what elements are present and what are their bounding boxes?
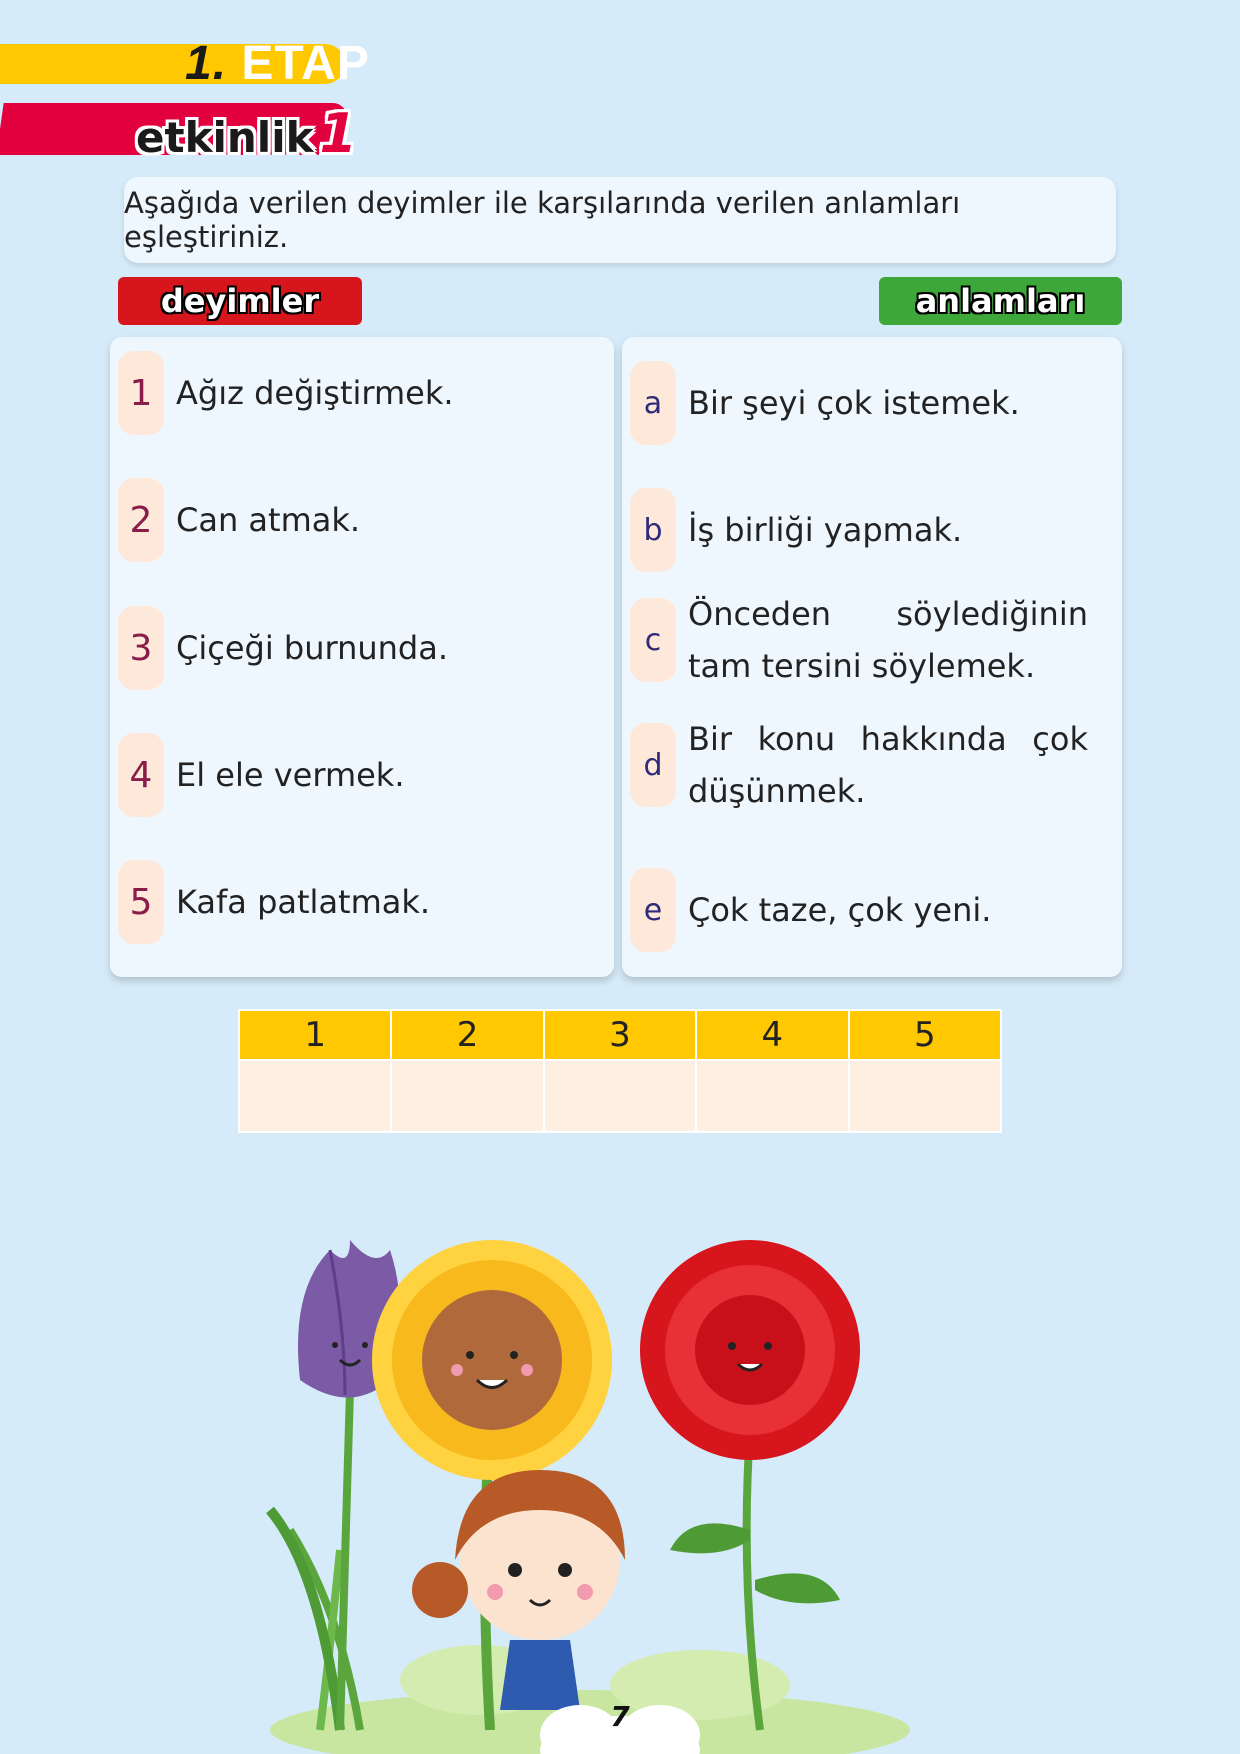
deyim-item-3 — [118, 606, 448, 690]
answer-cell-4[interactable] — [696, 1060, 848, 1132]
anlam-letter: a — [630, 361, 676, 445]
anlam-letter: d — [630, 723, 676, 807]
anlamlar-label: anlamları — [879, 277, 1122, 325]
etkinlik-title — [136, 102, 357, 165]
deyim-text: Ağız değiştirmek. — [176, 374, 454, 412]
deyimler-panel — [110, 337, 614, 977]
deyim-item-2 — [118, 478, 360, 562]
etap-title — [185, 36, 370, 91]
anlam-letter: c — [630, 598, 676, 682]
etkinlik-number: 1 — [319, 102, 358, 165]
anlam-item-b — [630, 488, 1088, 572]
deyim-number: 2 — [118, 478, 164, 562]
deyimler-label: deyimler — [118, 277, 362, 325]
answer-cell-2[interactable] — [391, 1060, 543, 1132]
page-number: 7 — [610, 1700, 630, 1733]
deyim-text: Can atmak. — [176, 501, 361, 539]
anlam-item-d — [630, 713, 1088, 817]
anlam-text: Önceden söylediğinin tam tersini söylemek. — [688, 595, 1088, 685]
anlam-item-c — [630, 588, 1088, 692]
deyim-number: 4 — [118, 733, 164, 817]
deyim-item-4 — [118, 733, 405, 817]
deyim-text: El ele vermek. — [176, 756, 405, 794]
anlam-text: İş birliği yapmak. — [688, 511, 963, 549]
anlam-text: Bir konu hakkında çok düşünmek. — [688, 720, 1088, 810]
answer-cell-5[interactable] — [849, 1060, 1001, 1132]
deyim-item-5 — [118, 860, 430, 944]
answer-cell-1[interactable] — [239, 1060, 391, 1132]
anlam-item-e — [630, 868, 1088, 952]
answer-header-3: 3 — [544, 1010, 696, 1060]
anlam-letter: e — [630, 868, 676, 952]
deyim-text: Çiçeği burnunda. — [176, 629, 449, 667]
deyim-item-1 — [118, 351, 454, 435]
deyim-number: 5 — [118, 860, 164, 944]
answer-cell-3[interactable] — [544, 1060, 696, 1132]
answer-header-2: 2 — [391, 1010, 543, 1060]
anlam-text: Çok taze, çok yeni. — [688, 891, 992, 929]
anlam-text: Bir şeyi çok istemek. — [688, 384, 1020, 422]
answer-header-5: 5 — [849, 1010, 1001, 1060]
deyim-number: 1 — [118, 351, 164, 435]
deyim-number: 3 — [118, 606, 164, 690]
answer-table — [238, 1009, 1002, 1133]
etap-number: 1. — [185, 37, 228, 90]
answer-header-1: 1 — [239, 1010, 391, 1060]
anlam-letter: b — [630, 488, 676, 572]
anlamlar-panel — [622, 337, 1122, 977]
instruction-text: Aşağıda verilen deyimler ile karşılarında verilen anlamları eşleştiriniz. — [124, 186, 961, 254]
instruction-box — [124, 177, 1116, 263]
answer-header-4: 4 — [696, 1010, 848, 1060]
flowers-girl-illustration — [250, 1230, 930, 1754]
etap-label: ETAP — [241, 37, 370, 90]
etkinlik-label: etkinlik — [136, 113, 314, 162]
deyim-text: Kafa patlatmak. — [176, 883, 431, 921]
anlam-item-a — [630, 361, 1088, 445]
